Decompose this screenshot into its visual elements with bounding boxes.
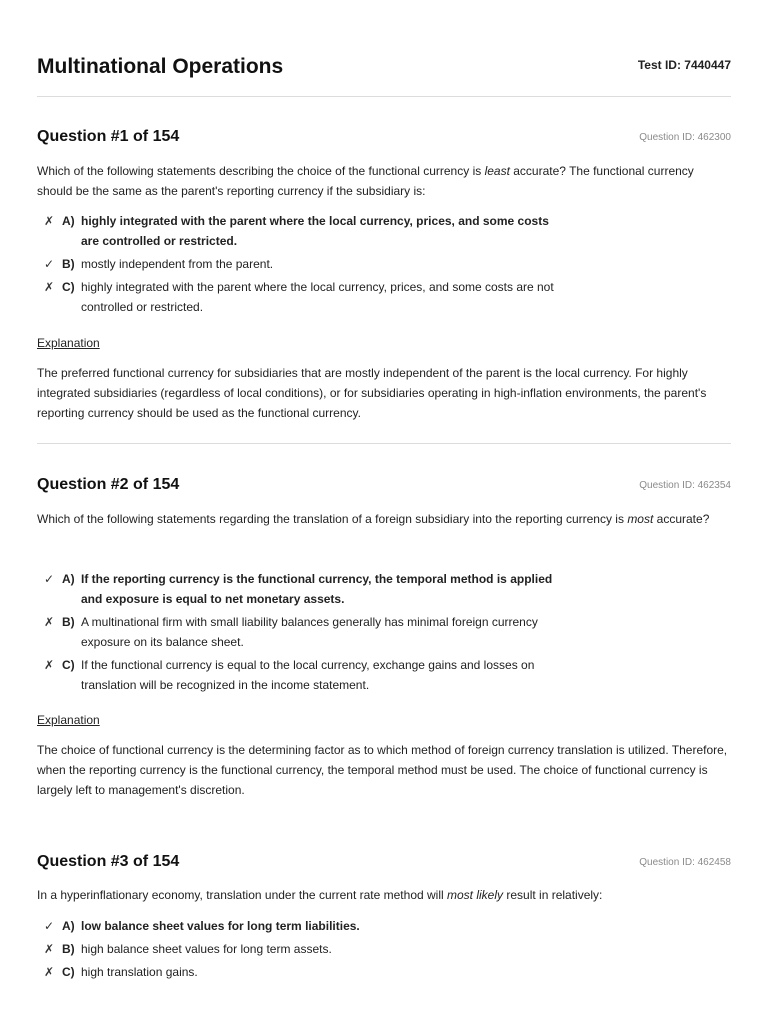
question-title: Question #3 of 154 [37, 853, 180, 870]
question-title: Question #2 of 154 [37, 476, 180, 493]
choice-letter: B) [62, 615, 75, 629]
choice-letter: C) [62, 658, 75, 672]
question-2 [37, 476, 731, 806]
choice-text: mostly independent from the parent. [81, 257, 274, 271]
answer-choice-c [37, 962, 731, 982]
check-icon: ✓ [44, 572, 55, 586]
answer-choice-b [37, 254, 731, 274]
choice-text: A multinational firm with small liability balances generally has minimal foreign currency exposure on its balance sheet. [81, 615, 538, 649]
answer-choice-a [37, 569, 731, 609]
answer-choice-c [37, 655, 731, 695]
stem-emphasis: most likely [447, 888, 504, 902]
cross-icon: ✗ [44, 214, 55, 228]
cross-icon: ✗ [44, 658, 55, 672]
stem-text: result in relatively: [503, 888, 603, 902]
question-stem [37, 509, 731, 529]
choice-text: high balance sheet values for long term assets. [81, 942, 332, 956]
explanation-heading: Explanation [37, 713, 100, 727]
choice-letter: A) [62, 572, 75, 586]
question-stem [37, 885, 731, 905]
explanation-text: The preferred functional currency for subsidiaries that are mostly independent of the parent is the local currency. For highly integrated subsidiaries (regardless of local conditions), or for subsidiaries operating in high-inflation environments, the parent's reporting currency should be used as the functional currency. [37, 366, 707, 420]
answer-choice-a [37, 916, 731, 936]
answer-choice-b [37, 612, 731, 652]
choice-text: high translation gains. [81, 965, 198, 979]
page-header [37, 52, 731, 97]
answer-choices [37, 916, 731, 985]
cross-icon: ✗ [44, 942, 55, 956]
choice-letter: B) [62, 942, 75, 956]
stem-text: Which of the following statements regarding the translation of a foreign subsidiary into the reporting currency is [37, 512, 628, 526]
question-1 [37, 128, 731, 428]
explanation-heading: Explanation [37, 336, 100, 350]
choice-letter: A) [62, 214, 75, 228]
stem-text: accurate? The functional currency should be the same as the parent's reporting currency if the subsidiary is: [37, 164, 694, 198]
choice-text: low balance sheet values for long term liabilities. [81, 919, 360, 933]
document-title: Multinational Operations [37, 55, 284, 78]
question-stem [37, 161, 731, 201]
question-3 [37, 853, 731, 993]
stem-emphasis: least [484, 164, 510, 178]
cross-icon: ✗ [44, 965, 55, 979]
stem-text: In a hyperinflationary economy, translation under the current rate method will [37, 888, 447, 902]
choice-letter: C) [62, 965, 75, 979]
choice-text: highly integrated with the parent where the local currency, prices, and some costs are not controlled or restricted. [81, 280, 554, 314]
explanation-text: The choice of functional currency is the determining factor as to which method of foreign currency translation is utilized. Therefore, when the reporting currency is the functional currency, the temporal method must be used. The choice of functional currency is largely left to management's discretion. [37, 743, 728, 797]
cross-icon: ✗ [44, 280, 55, 294]
cross-icon: ✗ [44, 615, 55, 629]
check-icon: ✓ [44, 257, 55, 271]
choice-letter: C) [62, 280, 75, 294]
stem-text: accurate? [653, 512, 710, 526]
choice-text: highly integrated with the parent where the local currency, prices, and some costs are controlled or restricted. [81, 214, 549, 248]
question-id: Question ID: 462300 [639, 132, 731, 143]
check-icon: ✓ [44, 919, 55, 933]
choice-letter: A) [62, 919, 75, 933]
choice-text: If the reporting currency is the functional currency, the temporal method is applied and exposure is equal to net monetary assets. [81, 572, 553, 606]
stem-emphasis: most [627, 512, 654, 526]
answer-choice-c [37, 277, 731, 317]
test-id: Test ID: 7440447 [637, 58, 731, 72]
choice-text: If the functional currency is equal to the local currency, exchange gains and losses on translation will be recognized in the income statement. [81, 658, 535, 692]
divider [37, 443, 731, 444]
stem-text: Which of the following statements describing the choice of the functional currency is [37, 164, 485, 178]
question-id: Question ID: 462458 [639, 857, 731, 868]
answer-choice-a [37, 211, 731, 251]
question-title: Question #1 of 154 [37, 128, 180, 145]
question-id: Question ID: 462354 [639, 480, 731, 491]
choice-letter: B) [62, 257, 75, 271]
answer-choices [37, 569, 731, 698]
answer-choices [37, 211, 731, 320]
answer-choice-b [37, 939, 731, 959]
